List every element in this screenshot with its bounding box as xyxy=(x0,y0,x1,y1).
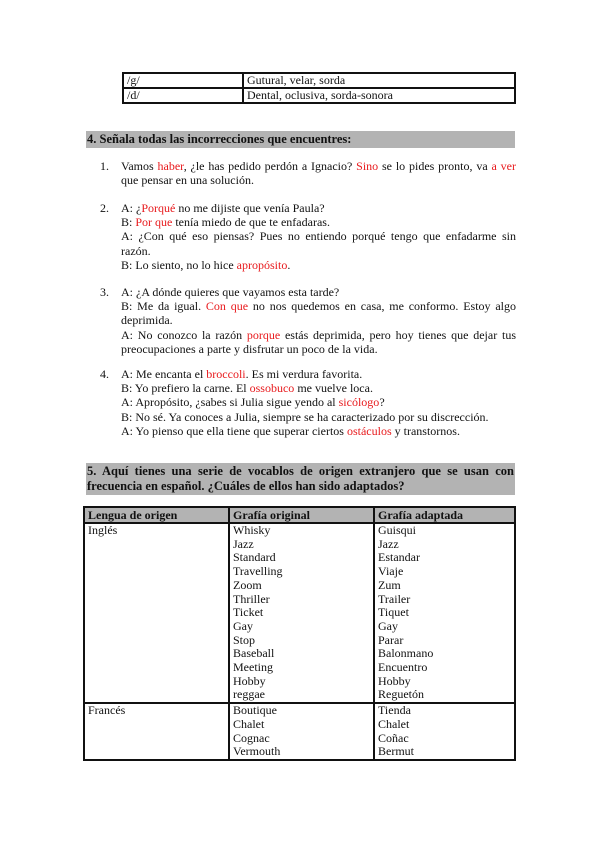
table-row xyxy=(123,73,515,88)
text-segment: estás deprimida, pero hoy tienes que dejar tus xyxy=(280,327,516,342)
highlighted-error: Porqué xyxy=(141,201,176,215)
original-word: Baseball xyxy=(233,646,275,661)
text-segment: B: Lo siento, no lo hice xyxy=(121,257,237,272)
text-segment: me vuelve loca. xyxy=(294,381,373,396)
column-header: Grafía original xyxy=(229,507,374,523)
column-header: Grafía adaptada xyxy=(374,507,515,523)
adapted-word: Parar xyxy=(378,632,404,647)
highlighted-error: a ver xyxy=(491,159,516,173)
adapted-word: Chalet xyxy=(378,716,410,731)
item-number: 2. xyxy=(100,201,109,215)
text-line xyxy=(121,313,516,327)
original-word: Meeting xyxy=(233,660,273,675)
adapted-word: Zum xyxy=(378,577,401,592)
text-segment: que pensar en una solución. xyxy=(121,173,254,188)
text-line xyxy=(121,410,516,424)
adapted-word: Jazz xyxy=(378,536,399,551)
text-line xyxy=(121,215,516,229)
section-4-heading: 4. Señala todas las incorrecciones que encuentres: xyxy=(86,131,515,148)
text-line xyxy=(121,258,516,272)
column-header: Lengua de origen xyxy=(84,507,229,523)
adapted-word: Hobby xyxy=(378,673,411,688)
text-line xyxy=(121,285,516,299)
item-number: 1. xyxy=(100,159,109,173)
language: Inglés xyxy=(88,523,118,537)
text-line xyxy=(121,395,516,409)
original-word: Travelling xyxy=(233,564,283,579)
original-word: Zoom xyxy=(233,577,262,592)
highlighted-error: ostáculos xyxy=(346,423,392,438)
original-word: Whisky xyxy=(233,523,271,537)
original-word: Vermouth xyxy=(233,744,281,759)
original-spelling-cell xyxy=(229,703,374,760)
adapted-word: Gay xyxy=(378,618,398,633)
phoneme-symbol: /d/ xyxy=(123,88,243,103)
text-segment: , ¿le has pedido perdón a Ignacio? xyxy=(183,159,357,173)
language: Francés xyxy=(88,703,126,718)
original-word: Ticket xyxy=(233,605,264,620)
text-segment: preocupaciones a parte y disfrutar un poco de la vida. xyxy=(121,341,378,356)
original-word: Boutique xyxy=(233,703,277,718)
text-line xyxy=(121,328,516,342)
section-5-heading-line: frecuencia en español. ¿Cuáles de ellos han sido adaptados? xyxy=(87,479,405,493)
original-word: Standard xyxy=(233,550,276,565)
adapted-word: Reguetón xyxy=(378,687,424,702)
text-line xyxy=(121,201,516,215)
language-cell xyxy=(84,523,229,703)
adapted-word: Tienda xyxy=(378,703,411,718)
highlighted-error: porque xyxy=(246,327,281,342)
original-word: reggae xyxy=(233,687,265,702)
adapted-word: Viaje xyxy=(378,564,404,579)
text-line xyxy=(121,244,516,258)
table-row xyxy=(84,523,515,703)
text-segment: no me dijiste que venía Paula? xyxy=(175,201,325,215)
text-line xyxy=(121,173,516,187)
text-segment: B: Yo prefiero la carne. El xyxy=(121,381,250,396)
exercise-item xyxy=(100,367,516,438)
text-line xyxy=(121,381,516,395)
section-5-heading xyxy=(86,463,515,495)
original-word: Thriller xyxy=(233,591,270,606)
table-header-row xyxy=(84,507,515,523)
adapted-word: Estandar xyxy=(378,550,420,565)
adapted-word: Encuentro xyxy=(378,660,428,675)
text-segment: deprimida. xyxy=(121,313,173,328)
text-segment: A: No conozco la razón xyxy=(121,327,247,342)
adapted-spelling-cell xyxy=(374,703,515,760)
text-line xyxy=(121,342,516,356)
text-segment: no nos quedemos en casa, me conformo. Estoy algo xyxy=(248,299,516,314)
highlighted-error: Con que xyxy=(205,299,249,314)
adapted-word: Tiquet xyxy=(378,605,409,620)
text-line xyxy=(121,367,516,381)
text-segment: tenía miedo de que te enfadaras. xyxy=(172,215,330,230)
original-spelling-cell xyxy=(229,523,374,703)
original-word: Jazz xyxy=(233,536,254,551)
text-segment: y transtornos. xyxy=(391,423,460,438)
text-line xyxy=(121,299,516,313)
original-word: Stop xyxy=(233,632,256,647)
text-segment: Vamos xyxy=(121,159,158,173)
text-segment: . xyxy=(287,257,291,272)
text-segment: A: Apropósito, ¿sabes si Julia sigue yendo al xyxy=(121,395,339,410)
table-row xyxy=(84,703,515,760)
highlighted-error: Sino xyxy=(356,159,379,173)
highlighted-error: Por que xyxy=(135,215,173,230)
text-segment: B: Me da igual. xyxy=(121,299,206,314)
highlighted-error: apropósito xyxy=(236,257,288,272)
highlighted-error: haber xyxy=(157,159,184,173)
highlighted-error: ossobuco xyxy=(249,381,295,396)
original-word: Gay xyxy=(233,618,253,633)
adapted-word: Bermut xyxy=(378,744,414,759)
text-line xyxy=(121,159,516,173)
text-segment: . Es mi verdura favorita. xyxy=(245,367,363,381)
section-5-heading-line: 5. Aquí tienes una serie de vocablos de origen extranjero que se usan con xyxy=(87,464,514,478)
highlighted-error: sicólogo xyxy=(338,395,380,410)
language-cell xyxy=(84,703,229,760)
exercise-item xyxy=(100,201,516,272)
phonetics-table xyxy=(122,72,516,104)
adapted-word: Coñac xyxy=(378,730,409,745)
text-segment: A: ¿A dónde quieres que vayamos esta tarde? xyxy=(121,285,340,299)
text-segment: B: No sé. Ya conoces a Julia, siempre se ha caracterizado por su discrección. xyxy=(121,409,489,424)
item-number: 3. xyxy=(100,285,109,299)
adapted-word: Balonmano xyxy=(378,646,434,661)
original-word: Chalet xyxy=(233,716,265,731)
text-segment: ? xyxy=(379,395,385,410)
phoneme-description: Gutural, velar, sorda xyxy=(243,73,515,88)
text-segment: A: ¿ xyxy=(121,201,142,215)
phoneme-description: Dental, oclusiva, sorda-sonora xyxy=(243,88,515,103)
text-segment: razón. xyxy=(121,243,151,258)
table-row xyxy=(123,88,515,103)
exercise-item xyxy=(100,159,516,187)
text-line xyxy=(121,229,516,243)
original-word: Cognac xyxy=(233,730,270,745)
highlighted-error: broccoli xyxy=(206,367,246,381)
original-word: Hobby xyxy=(233,673,266,688)
text-segment: A: ¿Con qué eso piensas? Pues no entiendo porqué tengo que enfadarme sin xyxy=(121,229,516,244)
text-segment: A: Yo pienso que ella tiene que superar ciertos xyxy=(121,423,347,438)
loanwords-table xyxy=(83,506,516,761)
item-number: 4. xyxy=(100,367,109,381)
phoneme-symbol: /g/ xyxy=(123,73,243,88)
text-line xyxy=(121,424,516,438)
text-segment: A: Me encanta el xyxy=(121,367,207,381)
text-segment: B: xyxy=(121,215,136,230)
adapted-word: Guisqui xyxy=(378,523,417,537)
adapted-word: Trailer xyxy=(378,591,411,606)
text-segment: se lo pides pronto, va xyxy=(378,159,492,173)
exercise-item xyxy=(100,285,516,356)
adapted-spelling-cell xyxy=(374,523,515,703)
